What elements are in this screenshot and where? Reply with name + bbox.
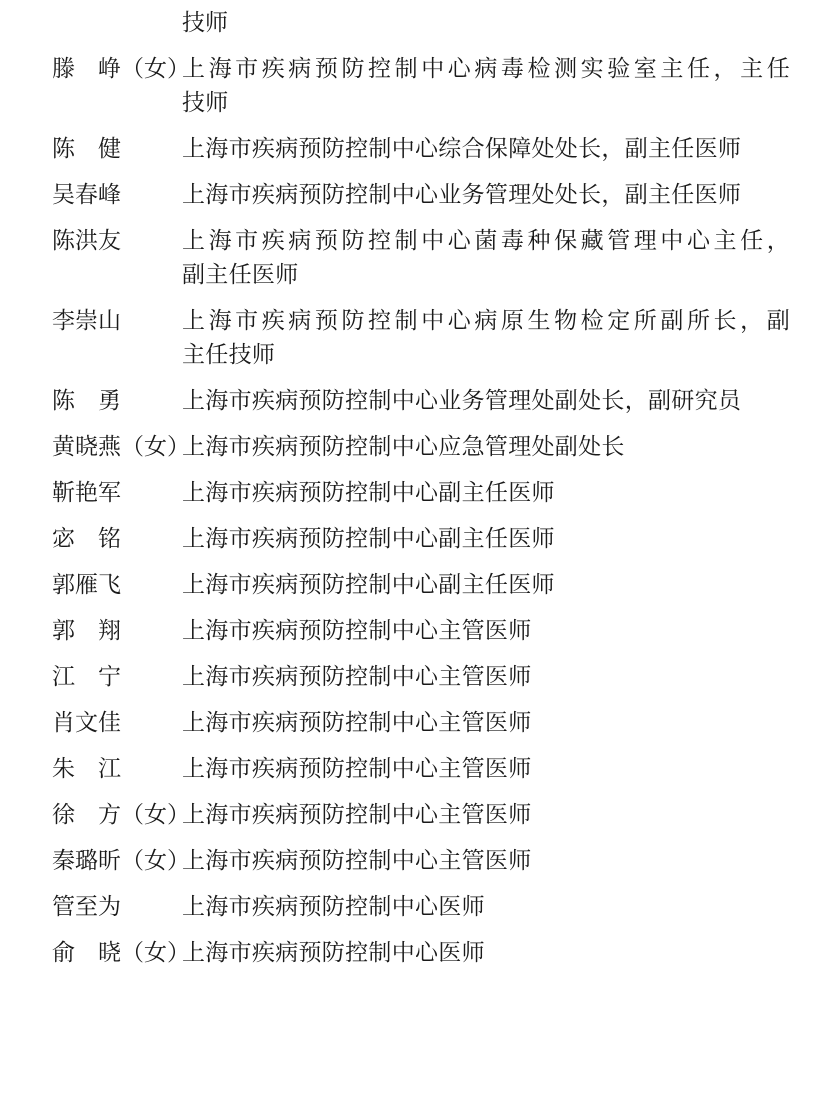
roster-entry: [52, 568, 790, 602]
entry-description: [182, 706, 790, 740]
entry-description: [182, 614, 790, 648]
entry-name: [52, 614, 182, 648]
entry-name-text: 吴春峰: [52, 182, 121, 208]
roster-entry: [52, 614, 790, 648]
roster-entry: [52, 132, 790, 166]
roster-entry: [52, 224, 790, 292]
entry-description-line1: 上海市疾病预防控制中心菌毒种保藏管理中心主任，: [182, 228, 790, 254]
entry-gender-mark: （女）: [121, 434, 190, 460]
entry-description: [182, 890, 790, 924]
entry-description: [182, 798, 790, 832]
roster-entry: [52, 304, 790, 372]
roster-entry: [52, 476, 790, 510]
entry-gender-mark: （女）: [121, 940, 190, 966]
entry-name-text: 宓 铭: [52, 526, 121, 552]
roster-entry: [52, 706, 790, 740]
entry-description: [182, 568, 790, 602]
entry-description-line1: 上海市疾病预防控制中心主管医师: [182, 618, 532, 644]
entry-gender-mark: （女）: [121, 848, 190, 874]
entry-name-text: 郭雁飞: [52, 572, 121, 598]
roster-entry: [52, 936, 790, 970]
entry-name-text: 秦璐昕: [52, 848, 121, 874]
entry-name: [52, 844, 190, 878]
roster-entry: [52, 798, 790, 832]
entry-name: [52, 178, 182, 212]
entry-name-text: 朱 江: [52, 756, 121, 782]
entry-name: [52, 522, 182, 556]
continuation-line: 技师: [182, 10, 228, 36]
roster-entry-list: [52, 52, 790, 970]
entry-name-text: 李崇山: [52, 308, 121, 334]
entry-name: [52, 936, 190, 970]
entry-description: [182, 52, 790, 120]
roster-entry: [52, 660, 790, 694]
entry-description-line1: 上海市疾病预防控制中心副主任医师: [182, 572, 555, 598]
entry-name: [52, 706, 182, 740]
entry-name: [52, 752, 182, 786]
entry-description: [182, 522, 790, 556]
entry-name: [52, 890, 182, 924]
entry-name: [52, 224, 182, 258]
entry-description-line1: 上海市疾病预防控制中心医师: [182, 940, 485, 966]
entry-description: [182, 132, 790, 166]
entry-name-text: 郭 翔: [52, 618, 121, 644]
entry-description-line1: 上海市疾病预防控制中心业务管理处副处长，副研究员: [182, 388, 742, 414]
entry-description-line2: 技师: [182, 90, 229, 116]
entry-description: [182, 430, 790, 464]
roster-entry: [52, 384, 790, 418]
entry-name: [52, 430, 190, 464]
entry-name: [52, 384, 182, 418]
entry-name-text: 俞 晓: [52, 940, 121, 966]
entry-description: [182, 844, 790, 878]
entry-description: [182, 936, 790, 970]
entry-description-line2: 主任技师: [182, 342, 276, 368]
entry-description-line1: 上海市疾病预防控制中心应急管理处副处长: [182, 434, 625, 460]
entry-gender-mark: （女）: [121, 56, 190, 82]
entry-name-text: 靳艳军: [52, 480, 121, 506]
entry-name: [52, 52, 190, 86]
entry-name-text: 肖文佳: [52, 710, 121, 736]
entry-name-text: 滕 峥: [52, 56, 121, 82]
entry-description-line1: 上海市疾病预防控制中心主管医师: [182, 848, 532, 874]
roster-entry: [52, 522, 790, 556]
entry-name: [52, 798, 190, 832]
entry-description-line1: 上海市疾病预防控制中心业务管理处处长，副主任医师: [182, 182, 742, 208]
roster-entry: [52, 178, 790, 212]
entry-description-line1: 上海市疾病预防控制中心病原生物检定所副所长，副: [182, 308, 790, 334]
roster-entry: [52, 890, 790, 924]
roster-entry: [52, 430, 790, 464]
entry-description-line1: 上海市疾病预防控制中心副主任医师: [182, 526, 555, 552]
entry-description: [182, 476, 790, 510]
entry-description-line2: 副主任医师: [182, 262, 299, 288]
entry-description-line1: 上海市疾病预防控制中心主管医师: [182, 664, 532, 690]
entry-name-text: 黄晓燕: [52, 434, 121, 460]
roster-entry: [52, 752, 790, 786]
entry-description-line1: 上海市疾病预防控制中心主管医师: [182, 756, 532, 782]
entry-name-text: 徐 方: [52, 802, 121, 828]
roster-entry: [52, 844, 790, 878]
entry-description-line1: 上海市疾病预防控制中心综合保障处处长，副主任医师: [182, 136, 742, 162]
entry-name-text: 陈洪友: [52, 228, 121, 254]
entry-name: [52, 304, 182, 338]
entry-description: [182, 178, 790, 212]
entry-description-line1: 上海市疾病预防控制中心主管医师: [182, 710, 532, 736]
entry-description: [182, 660, 790, 694]
entry-description: [182, 752, 790, 786]
entry-description-line1: 上海市疾病预防控制中心病毒检测实验室主任，主任: [182, 56, 790, 82]
entry-name: [52, 132, 182, 166]
entry-description: [182, 304, 790, 372]
entry-description-line1: 上海市疾病预防控制中心副主任医师: [182, 480, 555, 506]
roster-entry: [52, 52, 790, 120]
entry-gender-mark: （女）: [121, 802, 190, 828]
entry-name-text: 陈 健: [52, 136, 121, 162]
entry-name: [52, 660, 182, 694]
entry-name-text: 管至为: [52, 894, 121, 920]
entry-description: [182, 384, 790, 418]
entry-name: [52, 476, 182, 510]
entry-name-text: 陈 勇: [52, 388, 121, 414]
entry-description: [182, 224, 790, 292]
entry-name: [52, 568, 182, 602]
entry-name-text: 江 宁: [52, 664, 121, 690]
entry-description-line1: 上海市疾病预防控制中心主管医师: [182, 802, 532, 828]
entry-description-line1: 上海市疾病预防控制中心医师: [182, 894, 485, 920]
